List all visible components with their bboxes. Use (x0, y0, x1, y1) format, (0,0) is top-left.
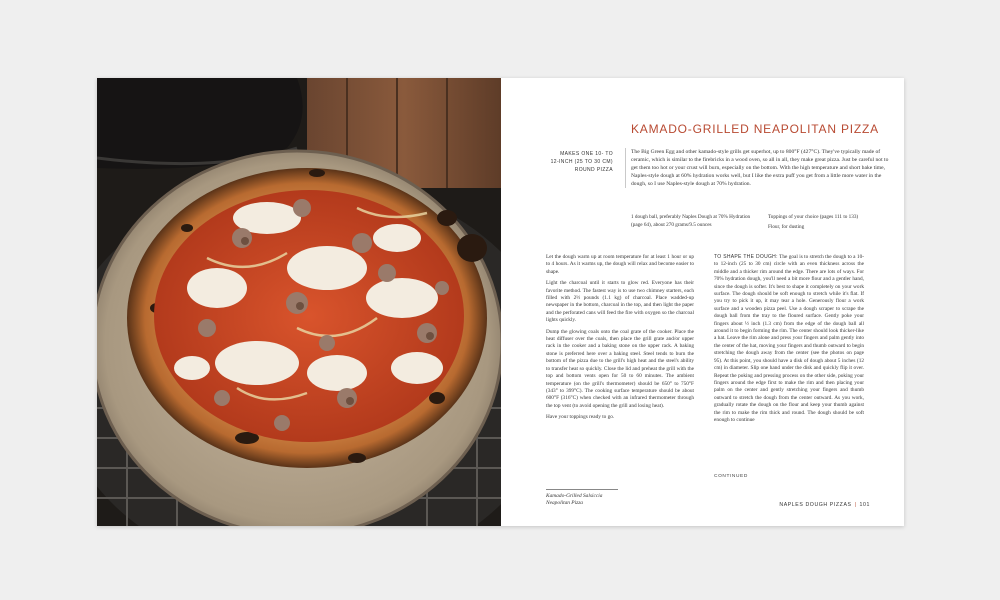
ingredients-list (631, 214, 891, 233)
method-paragraph (714, 254, 864, 424)
method-column-left (546, 254, 694, 426)
caption-line: Neapolitan Pizza (546, 500, 583, 507)
yield-line: ROUND PIZZA (574, 167, 613, 173)
recipe-yield (513, 150, 613, 174)
caption-divider (546, 489, 618, 490)
ingredient-item: Flour, for dusting (768, 223, 805, 230)
pizza-photo-illustration (97, 78, 501, 526)
method-column-right (714, 254, 864, 428)
ingredient-item: Toppings of your choice (pages 111 to 133) (768, 214, 859, 220)
pizza-photo (97, 78, 501, 526)
method-paragraph: Light the charcoal until it starts to glow red. Everyone has their favorite method. The fastest way is to use two chimney starters, each filled with 2½ pounds (1.1 kg) of charcoal. Place wadded-up newspaper in the bottom, charcoal in the top, and then light the paper and the perforated cans will feed the fire with oxygen so the charcoal lights quickly. (546, 280, 694, 324)
section-name: NAPLES DOUGH PIZZAS (779, 502, 852, 508)
method-paragraph: Dump the glowing coals onto the coal grate of the cooker. Place the heat diffuser over the coals, then place the grill grate and/or upper rack in the cooker and a baking stone on the upper rack. A baking stone is preferred here over a baking steel. Steel tends to burn the bottom of the pizza due to the grill's high heat and the steel's ability to transfer heat so quickly. Close the lid and preheat the grill with the top and bottom vents open for 50 to 60 minutes. The ambient temperature (on the grill's thermometer) should be 650° to 750°F (343° to 399°C). The cooking surface temperature should be about 600°F (316°C) when checked with an infrared thermometer through the top vent (to avoid opening the grill and losing heat). (546, 328, 694, 409)
yield-line: 12-INCH (25 TO 30 CM) (550, 159, 613, 165)
ingredients-column-left (631, 214, 754, 233)
photo-caption (546, 493, 666, 508)
recipe-intro: The Big Green Egg and other kamado-style grills get superhot, up to 800°F (427°C). They've typically made of ceramic, which is similar to the firebricks in a wood oven, so all in all, they make great pizza. Just be careful not to get them too hot or your crust will burn, especially on the bottom. With the high temperature and short bake time, Naples-style dough at 60% hydration works well, but I like the extra puff you get from a little more water in the dough, so I use Naples-style dough at 70% hydration. (625, 148, 895, 188)
ingredient-item: 1 dough ball, preferably Naples Dough at 70% Hydration (page 64), about 270 grams/9.5 ounces (631, 214, 751, 228)
method-paragraph: Let the dough warm up at room temperature for at least 1 hour or up to 4 hours. As it warms up, the dough will relax and become easier to shape. (546, 254, 694, 275)
yield-line: MAKES ONE 10- TO (560, 151, 613, 157)
book-spread (97, 78, 904, 526)
ingredients-column-right (768, 214, 891, 233)
section-lead: TO SHAPE THE DOUGH: (714, 254, 778, 260)
caption-line: Kamado-Grilled Salsiccia (546, 493, 603, 499)
method-paragraph: Have your toppings ready to go. (546, 414, 615, 421)
page-number: 101 (859, 502, 870, 508)
folio-separator: | (854, 502, 857, 508)
continued-label: CONTINUED (714, 474, 748, 479)
recipe-page (501, 78, 904, 526)
shape-dough-text: The goal is to stretch the dough to a 10- to 12-inch (25 to 30 cm) circle with an even thickness across the middle and a thicker rim around the edge. There are lots of ways. For 70% hydration dough, you'll need a bit more flour and a gentler hand, since the dough is softer. It's best to shape it completely on your work surface. The dough should be soft enough to stretch while it's flat. If you try to pick it up, it may tear a hole. Generously flour a work surface and a wooden pizza peel. Use a dough scraper to scrape the dough ball from the tray to the floured surface. Gently poke your fingers about ½ inch (1.3 cm) from the edge of the dough ball all around it to begin forming the rim. The center should look thicker-like a hat. Leave the rim alone and press your fingers and palm gently into the center of the hat, moving your fingers and thumb outward to begin stretching the dough away from the center (see the photos on page 95). At this point, you should have a disk of dough about 5 inches (12 cm) in diameter. Slip one hand under the disk and quickly flip it over. Repeat the poking and pressing process on the other side, poking your fingers around the edge first to make the rim and then placing your palm on the center and gently stretching your fingers and thumb outward to stretch the dough from the center outward. As you work, gradually rotate the dough on the flour and keep your thumb against the rim to make the rim thick and round. The dough should be soft enough to continue (714, 254, 864, 423)
page-footer (779, 502, 870, 508)
recipe-title: KAMADO-GRILLED NEAPOLITAN PIZZA (631, 122, 879, 136)
